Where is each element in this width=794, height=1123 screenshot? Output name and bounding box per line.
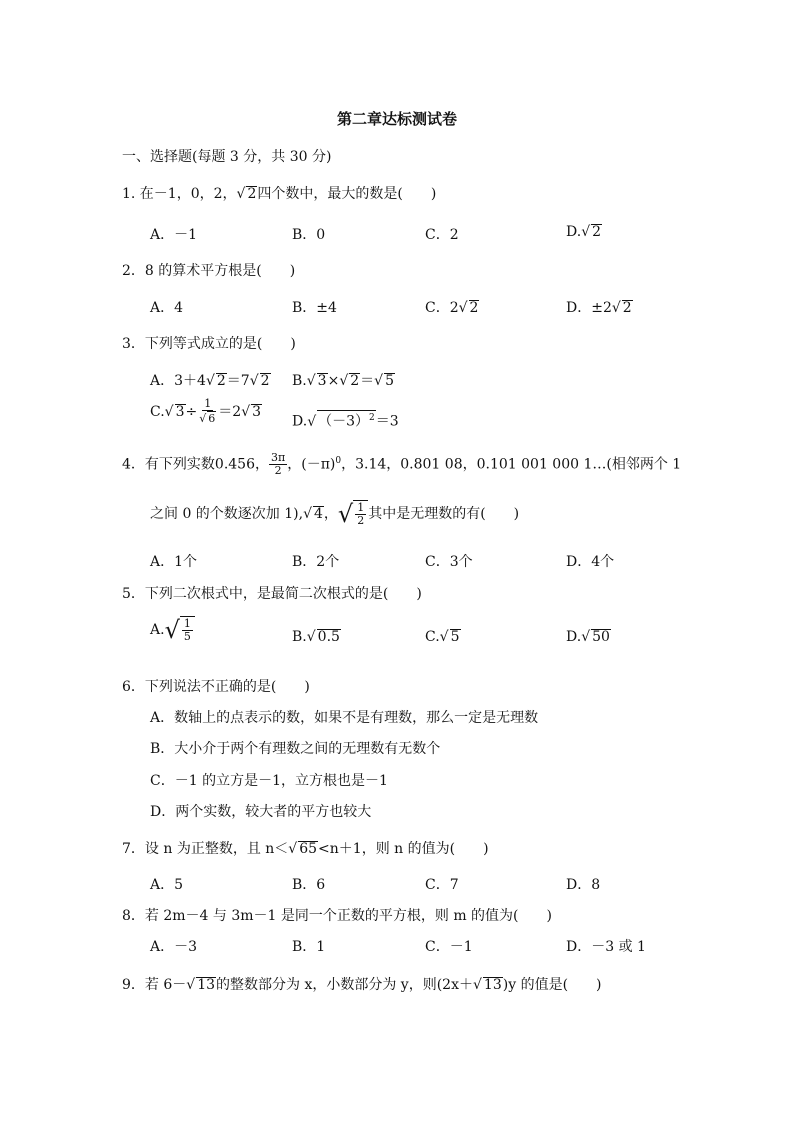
question-5-option-d bbox=[566, 629, 611, 645]
question-6-option-d: D．两个实数，较大者的平方也较大 bbox=[150, 804, 372, 820]
question-4-fraction bbox=[269, 452, 287, 477]
question-9-stem-c: )y 的值是( ) bbox=[502, 977, 602, 993]
option-c-equals: ＝2 bbox=[218, 404, 242, 420]
sqrt-icon bbox=[206, 373, 215, 389]
fraction-denominator: 2 bbox=[274, 464, 282, 477]
sqrt-icon bbox=[307, 629, 316, 645]
question-3: 3．下列等式成立的是( ) bbox=[122, 336, 296, 352]
question-9 bbox=[122, 974, 602, 994]
question-1-stem-b: 四个数中，最大的数是( ) bbox=[257, 186, 437, 202]
question-1-option-b: B．0 bbox=[292, 227, 326, 243]
comma: ， bbox=[323, 506, 338, 522]
fraction-numerator: 1 bbox=[357, 501, 365, 514]
question-1-stem-a: 1. 在－1，0，2， bbox=[122, 186, 237, 202]
exponent-zero: 0 bbox=[335, 455, 342, 466]
sqrt-icon bbox=[186, 977, 195, 993]
question-4-stem-a: 4．有下列实数0.456， bbox=[122, 456, 269, 473]
sqrt-icon bbox=[250, 373, 259, 389]
fraction-denominator: 5 bbox=[183, 630, 191, 643]
question-5-option-a bbox=[150, 616, 195, 644]
question-6-option-a: A．数轴上的点表示的数，如果不是有理数，那么一定是无理数 bbox=[150, 710, 539, 726]
option-d-radicand bbox=[317, 410, 376, 429]
option-d-exponent: 2 bbox=[369, 413, 375, 423]
question-4-line-1 bbox=[122, 452, 681, 477]
question-4-option-b: B．2个 bbox=[292, 554, 340, 570]
equals-sign: ＝ bbox=[360, 373, 375, 389]
sqrt-icon bbox=[473, 977, 482, 993]
question-8-option-a: A．－3 bbox=[150, 939, 198, 955]
sqrt-icon bbox=[307, 414, 316, 430]
question-6-option-c: C．－1 的立方是－1，立方根也是－1 bbox=[150, 773, 388, 789]
sqrt-icon bbox=[241, 404, 250, 420]
question-4-stem-b: ，(－π) bbox=[287, 456, 336, 473]
sqrt-icon: √ bbox=[164, 616, 180, 644]
fraction-numerator: 1 bbox=[183, 617, 191, 630]
option-c-radicand-2: 3 bbox=[252, 404, 262, 420]
question-4-radicand: 4 bbox=[314, 506, 323, 522]
question-1-option-a: A．－1 bbox=[150, 227, 198, 243]
question-4-root-fraction bbox=[338, 500, 368, 528]
question-1-option-d bbox=[566, 224, 602, 240]
option-a-fraction bbox=[182, 618, 193, 643]
option-d-label: D. bbox=[566, 629, 582, 645]
question-3-option-b bbox=[292, 370, 395, 390]
sqrt-icon bbox=[459, 300, 468, 316]
option-a-radicand-1: 2 bbox=[216, 373, 226, 389]
question-7-option-a: A．5 bbox=[150, 877, 184, 893]
option-a-text-1: A．3＋4 bbox=[150, 373, 206, 389]
question-9-radicand-2: 13 bbox=[483, 977, 502, 993]
section-heading: 一、选择题(每题 3 分，共 30 分) bbox=[122, 149, 332, 165]
page-title: 第二章达标测试卷 bbox=[336, 110, 457, 128]
option-a-text-2: ＝7 bbox=[226, 373, 250, 389]
question-4-line-2-b: 其中是无理数的有( ) bbox=[368, 506, 520, 522]
option-b-radicand-2: 2 bbox=[350, 373, 360, 389]
question-2-option-c bbox=[425, 297, 479, 317]
sqrt-icon bbox=[303, 506, 312, 522]
option-d-label: D. bbox=[566, 224, 582, 240]
question-1-radicand: 2 bbox=[247, 186, 257, 202]
question-3-option-d bbox=[292, 410, 399, 431]
question-1 bbox=[122, 183, 436, 203]
question-5: 5．下列二次根式中，是最简二次根式的是( ) bbox=[122, 586, 422, 602]
option-c-label: C. bbox=[150, 404, 165, 420]
times-sign: × bbox=[327, 373, 340, 389]
sqrt-icon bbox=[288, 841, 297, 857]
question-6: 6．下列说法不正确的是( ) bbox=[122, 679, 310, 695]
question-7-stem-b: <n＋1，则 n 的值为( ) bbox=[318, 841, 489, 857]
option-d-base: （－3） bbox=[318, 413, 370, 430]
sqrt-icon bbox=[165, 404, 174, 420]
fraction-numerator: 3π bbox=[271, 451, 286, 464]
question-7-stem-a: 7．设 n 为正整数，且 n＜ bbox=[122, 841, 289, 857]
sqrt-icon bbox=[612, 300, 621, 316]
option-d-radicand: 2 bbox=[622, 300, 632, 316]
question-4-option-a: A．1个 bbox=[150, 554, 198, 570]
sqrt-icon bbox=[581, 224, 590, 240]
option-c-radicand: 2 bbox=[469, 300, 479, 316]
option-c-radicand-1: 3 bbox=[175, 404, 185, 420]
question-3-option-a bbox=[150, 370, 271, 390]
question-9-stem-a: 9．若 6－ bbox=[122, 977, 187, 993]
option-b-radicand-3: 5 bbox=[385, 373, 395, 389]
option-d-label: D. bbox=[292, 413, 308, 430]
option-b-label: B. bbox=[292, 373, 307, 389]
question-8-option-b: B．1 bbox=[292, 939, 326, 955]
option-c-radicand: 5 bbox=[450, 629, 460, 645]
sqrt-icon bbox=[339, 373, 348, 389]
option-d-radicand: 50 bbox=[592, 629, 610, 645]
sqrt-icon bbox=[237, 186, 246, 202]
sqrt-icon bbox=[307, 373, 316, 389]
option-b-radicand: 0.5 bbox=[317, 629, 340, 645]
question-7-option-b: B．6 bbox=[292, 877, 326, 893]
denominator-radicand: 6 bbox=[208, 412, 216, 425]
question-2: 2．8 的算术平方根是( ) bbox=[122, 263, 296, 279]
question-4-option-c: C．3个 bbox=[425, 554, 473, 570]
question-4-option-d: D．4个 bbox=[566, 554, 615, 570]
root-fraction bbox=[355, 502, 366, 527]
divide-sign: ÷ bbox=[185, 404, 198, 420]
option-c-fraction bbox=[197, 398, 218, 426]
question-5-option-c bbox=[425, 629, 461, 645]
question-8-option-c: C．－1 bbox=[425, 939, 473, 955]
option-d-radicand: 2 bbox=[592, 224, 602, 240]
question-5-option-b bbox=[292, 629, 341, 645]
fraction-denominator: 2 bbox=[357, 514, 365, 527]
fraction-denominator bbox=[197, 411, 218, 426]
question-3-option-c bbox=[150, 398, 262, 426]
sqrt-icon bbox=[199, 412, 206, 425]
question-2-option-a: A．4 bbox=[150, 300, 184, 316]
sqrt-icon bbox=[374, 373, 383, 389]
sqrt-icon bbox=[440, 629, 449, 645]
question-9-stem-b: 的整数部分为 x，小数部分为 y，则(2x＋ bbox=[216, 977, 473, 993]
option-a-radicand-2: 2 bbox=[260, 373, 270, 389]
question-7-option-d: D．8 bbox=[566, 877, 601, 893]
question-4-line-2 bbox=[150, 500, 519, 528]
question-4-stem-c: ，3.14，0.801 08，0.101 001 000 1…(相邻两个 1 bbox=[341, 456, 682, 473]
sqrt-icon bbox=[581, 629, 590, 645]
option-d-equals: ＝3 bbox=[375, 413, 399, 430]
question-9-radicand-1: 13 bbox=[197, 977, 216, 993]
question-6-option-b: B．大小介于两个有理数之间的无理数有无数个 bbox=[150, 741, 441, 757]
option-a-root bbox=[165, 616, 195, 644]
question-7-option-c: C．7 bbox=[425, 877, 459, 893]
question-8: 8．若 2m－4 与 3m－1 是同一个正数的平方根，则 m 的值为( ) bbox=[122, 908, 552, 924]
sqrt-icon: √ bbox=[337, 500, 354, 528]
option-c-label: C．2 bbox=[425, 300, 459, 316]
question-2-option-d bbox=[566, 297, 633, 317]
option-b-label: B. bbox=[292, 629, 307, 645]
option-c-label: C. bbox=[425, 629, 440, 645]
question-8-option-d: D．－3 或 1 bbox=[566, 939, 646, 955]
option-b-radicand-1: 3 bbox=[317, 373, 327, 389]
question-2-option-b: B．±4 bbox=[292, 300, 337, 316]
option-d-label: D．±2 bbox=[566, 300, 612, 316]
question-7 bbox=[122, 838, 489, 858]
option-a-label: A. bbox=[150, 622, 165, 638]
question-7-radicand: 65 bbox=[299, 841, 318, 857]
fraction-numerator: 1 bbox=[204, 397, 212, 410]
question-1-option-c: C．2 bbox=[425, 227, 459, 243]
question-4-line-2-a: 之间 0 的个数逐次加 1), bbox=[150, 506, 304, 522]
